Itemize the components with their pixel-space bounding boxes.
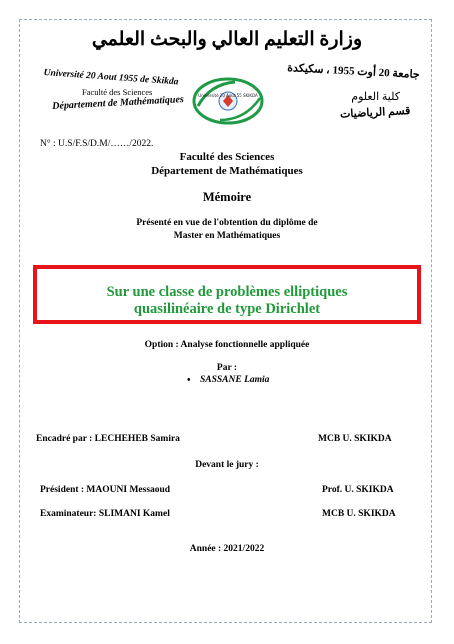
- jury-heading: Devant le jury :: [195, 460, 259, 470]
- university-name-ar: جامعة 20 أوت 1955 ، سكيكدة: [286, 62, 420, 81]
- faculty-heading: Faculté des Sciences: [179, 151, 275, 163]
- department-name-fr: Département de Mathématiques: [52, 94, 185, 112]
- option-line: Option : Analyse fonctionnelle appliquée: [144, 340, 310, 350]
- examiner-label: Examinateur: SLIMANI Kamel: [40, 509, 170, 519]
- president-label: Président : MAOUNI Messaoud: [40, 485, 171, 495]
- supervisor-label: Encadré par : LECHEHEB Samira: [36, 434, 180, 444]
- presented-line-1: Présenté en vue de l'obtention du diplôme de: [136, 218, 318, 228]
- by-label: Par :: [216, 363, 238, 373]
- document-type: Mémoire: [202, 190, 252, 204]
- examiner-grade: MCB U. SKIKDA: [322, 509, 396, 519]
- faculty-name-ar: كلية العلوم: [351, 91, 400, 103]
- presented-line-2: Master en Mathématiques: [173, 231, 281, 241]
- university-name-fr: Université 20 Aout 1955 de Skikda: [43, 68, 179, 88]
- academic-year: Année : 2021/2022: [189, 544, 265, 554]
- thesis-title-box: [33, 265, 421, 324]
- supervisor-grade: MCB U. SKIKDA: [318, 434, 392, 444]
- department-heading: Département de Mathématiques: [151, 165, 303, 177]
- thesis-title-line-2: quasilinéaire de type Dirichlet: [133, 301, 321, 317]
- author-name: SASSANE Lamia: [200, 375, 270, 385]
- logo-text: Université 20 Août 55 SKIKDA: [198, 93, 258, 98]
- reference-number: N° : U.S/F.S/D.M/……/2022.: [40, 139, 154, 149]
- faculty-name-fr: Faculté des Sciences: [82, 87, 153, 97]
- thesis-title: [37, 284, 417, 318]
- university-logo: [190, 76, 266, 126]
- department-name-ar: قسم الرياضيات: [339, 104, 411, 121]
- ministry-title: وزارة التعليم العالي والبحث العلمي: [91, 29, 363, 50]
- bullet-icon: •: [187, 375, 191, 386]
- president-grade: Prof. U. SKIKDA: [322, 485, 394, 495]
- thesis-title-line-1: Sur une classe de problèmes elliptiques: [106, 284, 348, 300]
